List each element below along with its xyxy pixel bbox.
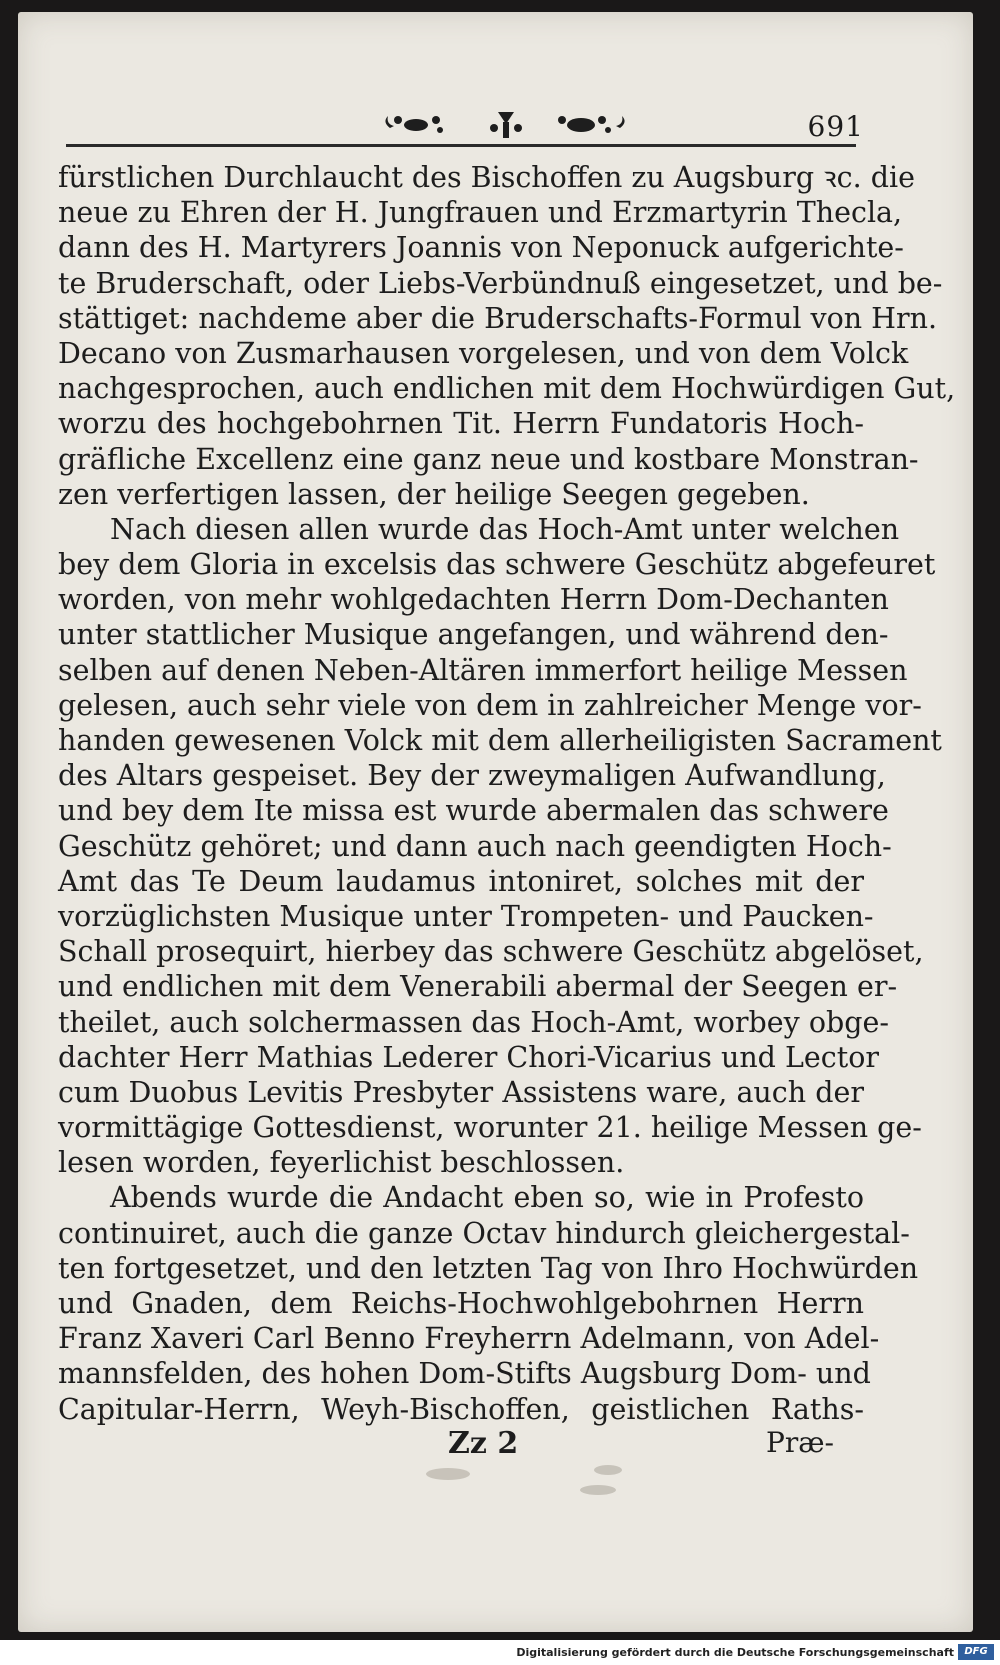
dfg-logo: DFG <box>958 1644 994 1660</box>
text-line: Schall prosequirt, hierbey das schwere Geschütz abgelöset, <box>58 935 924 969</box>
text-line: vorzüglichsten Musique unter Trompeten- und Paucken- <box>58 899 874 933</box>
digitization-credit-bar <box>0 1640 1000 1665</box>
text-line: mannsfelden, des hohen Dom-Stifts Augsburg Dom- und <box>58 1357 871 1391</box>
text-line: dann des H. Martyrers Joannis von Neponuck aufgerichte- <box>58 231 904 265</box>
text-line: Capitular-Herrn, Weyh-Bischoffen, geistlichen Raths- <box>58 1392 864 1426</box>
text-line: selben auf denen Neben-Altären immerfort heilige Messen <box>58 653 908 687</box>
body-text <box>58 160 956 1427</box>
book-page <box>18 12 973 1632</box>
text-line: unter stattlicher Musique angefangen, und während den- <box>58 618 889 652</box>
fleuron-ornament-icon <box>376 108 636 142</box>
text-line: zen verfertigen lassen, der heilige Seegen gegeben. <box>58 477 810 511</box>
text-line: worden, von mehr wohlgedachten Herrn Dom-Dechanten <box>58 583 889 617</box>
text-line: und Gnaden, dem Reichs-Hochwohlgebohrnen Herrn <box>58 1287 864 1320</box>
text-line: gräfliche Excellenz eine ganz neue und kostbare Monstran- <box>58 442 919 476</box>
text-line: theilet, auch solchermassen das Hoch-Amt, worbey obge- <box>58 1005 889 1039</box>
text-line: des Altars gespeiset. Bey der zweymaligen Aufwandlung, <box>58 759 886 793</box>
text-line: worzu des hochgebohrnen Tit. Herrn Fundatoris Hoch- <box>58 407 864 441</box>
text-line: nachgesprochen, auch endlichen mit dem Hochwürdigen Gut, <box>58 372 956 406</box>
text-line: Geschütz gehöret; und dann auch nach geendigten Hoch- <box>58 829 892 863</box>
text-line: fürstlichen Durchlaucht des Bischoffen zu Augsburg ꝛc. die <box>58 161 915 194</box>
text-line: handen gewesenen Volck mit dem allerheiligisten Sacrament <box>58 724 942 757</box>
text-line: ten fortgesetzet, und den letzten Tag von Ihro Hochwürden <box>58 1251 919 1285</box>
text-line: vormittägige Gottesdienst, worunter 21. heilige Messen ge- <box>58 1111 922 1145</box>
text-line: continuiret, auch die ganze Octav hindurch gleichergestal- <box>58 1216 910 1250</box>
text-line: neue zu Ehren der H. Jungfrauen und Erzmartyrin Thecla, <box>58 196 903 230</box>
page-footer <box>58 1420 864 1500</box>
paragraph-start: Abends wurde die Andacht eben so, wie in Profesto <box>110 1181 864 1215</box>
text-line: und bey dem Ite missa est wurde abermalen das schwere <box>58 794 889 828</box>
page-number: 691 <box>807 110 864 143</box>
running-head <box>66 100 864 152</box>
credit-text: Digitalisierung gefördert durch die Deutsche Forschungsgemeinschaft <box>516 1646 954 1659</box>
text-line: und endlichen mit dem Venerabili abermal der Seegen er- <box>58 970 898 1004</box>
text-line: bey dem Gloria in excelsis das schwere Geschütz abgefeuret <box>58 548 936 582</box>
paragraph-start: Nach diesen allen wurde das Hoch-Amt unter welchen <box>110 512 900 546</box>
header-rule <box>66 144 856 147</box>
text-line: cum Duobus Levitis Presbyter Assistens ware, auch der <box>58 1075 864 1109</box>
signature-mark: Zz 2 <box>448 1426 519 1461</box>
text-line: Franz Xaveri Carl Benno Freyherrn Adelmann, von Adel- <box>58 1322 880 1356</box>
text-line: stättiget: nachdeme aber die Bruderschafts-Formul von Hrn. <box>58 301 938 335</box>
text-line: te Bruderschaft, oder Liebs-Verbündnuß eingesetzet, und be- <box>58 266 943 300</box>
text-line: gelesen, auch sehr viele von dem in zahlreicher Menge vor- <box>58 688 922 722</box>
text-line: lesen worden, feyerlichist beschlossen. <box>58 1146 625 1180</box>
catchword: Præ- <box>765 1426 834 1459</box>
bleed-through-smudge <box>408 1460 728 1500</box>
text-line: Decano von Zusmarhausen vorgelesen, und von dem Volck <box>58 336 909 370</box>
text-line: dachter Herr Mathias Lederer Chori-Vicarius und Lector <box>58 1040 879 1074</box>
text-line: Amt das Te Deum laudamus intoniret, solches mit der <box>58 864 864 898</box>
